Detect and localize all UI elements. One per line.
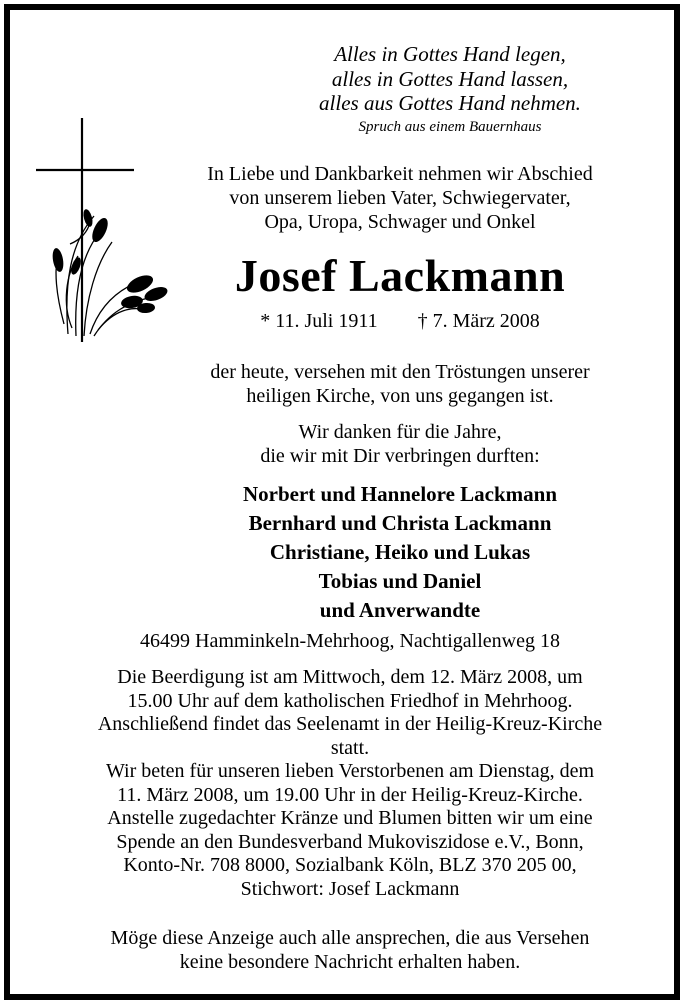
passing-line: heiligen Kirche, von uns gegangen ist. bbox=[246, 385, 554, 407]
closing-line: keine besondere Nachricht erhalten haben. bbox=[179, 951, 521, 973]
intro-line: von unserem lieben Vater, Schwiegervater, bbox=[229, 187, 571, 209]
funeral-details bbox=[34, 666, 666, 901]
funeral-line: Stichwort: Josef Lackmann bbox=[240, 877, 460, 900]
motto-quote bbox=[250, 42, 650, 138]
funeral-line: 15.00 Uhr auf dem katholischen Friedhof in Mehrhoog. bbox=[127, 689, 573, 712]
passing-line: der heute, versehen mit den Tröstungen unserer bbox=[210, 361, 590, 383]
motto-line: alles in Gottes Hand lassen, bbox=[331, 66, 569, 91]
family-member: Norbert und Hannelore Lackmann bbox=[242, 482, 558, 506]
funeral-line: Konto-Nr. 708 8000, Sozialbank Köln, BLZ 370 205 00, bbox=[123, 854, 577, 876]
closing-line: Möge diese Anzeige auch alle ansprechen, die aus Versehen bbox=[110, 927, 590, 949]
closing-text bbox=[34, 926, 666, 974]
family-member: und Anverwandte bbox=[319, 598, 481, 622]
intro-text bbox=[150, 162, 650, 234]
obituary-notice bbox=[4, 4, 680, 1000]
motto-line: alles aus Gottes Hand nehmen. bbox=[319, 91, 581, 115]
family-address: 46499 Hamminkeln-Mehrhoog, Nachtigallenweg 18 bbox=[140, 630, 560, 652]
motto-source: Spruch aus einem Bauernhaus bbox=[358, 118, 542, 135]
passing-text bbox=[140, 360, 660, 408]
cross-icon bbox=[36, 118, 134, 342]
motto-line: Alles in Gottes Hand legen, bbox=[334, 42, 566, 66]
family-member: Bernhard und Christa Lackmann bbox=[248, 511, 552, 535]
funeral-line: Spende an den Bundesverband Mukoviszidose e.V., Bonn, bbox=[116, 830, 584, 853]
funeral-line: statt. bbox=[330, 736, 370, 759]
deceased-name: Josef Lackmann bbox=[234, 250, 566, 301]
thanks-text bbox=[140, 420, 660, 468]
thanks-line: Wir danken für die Jahre, bbox=[298, 421, 502, 443]
family-member: Christiane, Heiko und Lukas bbox=[269, 540, 531, 564]
funeral-line: 11. März 2008, um 19.00 Uhr in der Heilig-Kreuz-Kirche. bbox=[117, 783, 583, 806]
funeral-line: Wir beten für unseren lieben Verstorbenen am Dienstag, dem bbox=[105, 760, 595, 782]
birth-date: * 11. Juli 1911 bbox=[260, 310, 378, 332]
funeral-line: Anstelle zugedachter Kränze und Blumen bitten wir um eine bbox=[107, 807, 593, 829]
death-date: † 7. März 2008 bbox=[417, 310, 540, 332]
intro-line: In Liebe und Dankbarkeit nehmen wir Abschied bbox=[207, 163, 593, 185]
funeral-line: Die Beerdigung ist am Mittwoch, dem 12. März 2008, um bbox=[117, 666, 583, 688]
funeral-line: Anschließend findet das Seelenamt in der Heilig-Kreuz-Kirche bbox=[97, 713, 603, 735]
intro-line: Opa, Uropa, Schwager und Onkel bbox=[264, 211, 536, 233]
thanks-line: die wir mit Dir verbringen durften: bbox=[260, 445, 540, 467]
life-dates bbox=[150, 308, 650, 334]
family-member: Tobias und Daniel bbox=[318, 569, 482, 593]
family-list bbox=[140, 480, 660, 625]
